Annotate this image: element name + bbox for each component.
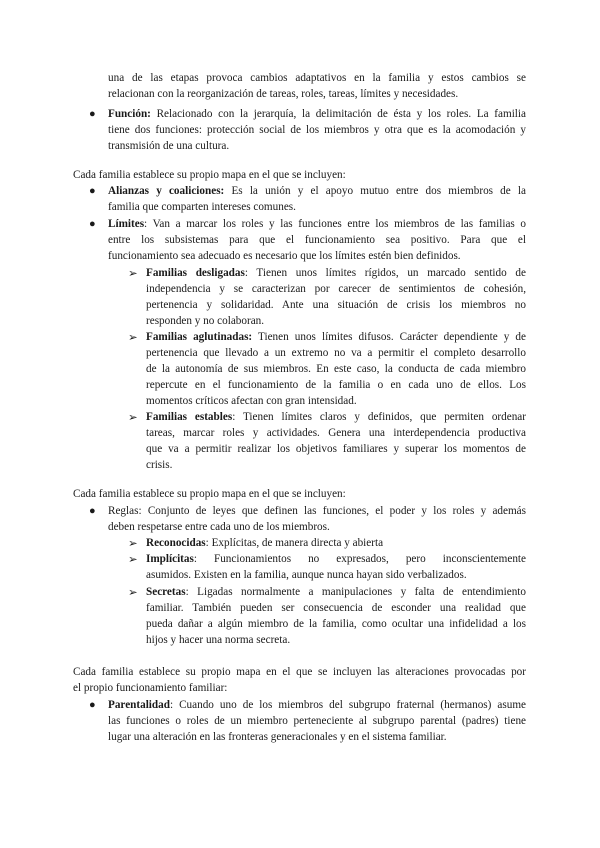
paragraph-line: transmisión de una cultura.	[108, 140, 230, 152]
section-intro: Cada familia establece su propio mapa en el que se incluyen las alteraciones provocadas por	[73, 666, 526, 678]
bullet-icon: ●	[89, 505, 96, 517]
list-item-reglas: Reglas: Conjunto de leyes que definen las funciones, el poder y los roles y además	[108, 505, 526, 517]
item-text: Es la unión y el apoyo mutuo entre dos miembros de la	[224, 185, 526, 197]
list-item-parentalidad	[108, 697, 526, 713]
item-text: Relacionado con la jerarquía, la delimitación de ésta y los roles. La familia	[150, 108, 526, 120]
item-text: : Explícitas, de manera directa y abierta	[205, 537, 384, 549]
item-text: : Funcionamientos no expresados, pero inconscientemente	[193, 553, 526, 565]
paragraph-line: familia que comparten intereses comunes.	[108, 201, 296, 213]
section-intro: el propio funcionamiento familiar:	[73, 682, 228, 694]
sub-item-desligadas	[146, 265, 526, 281]
list-item-funcion	[108, 106, 526, 122]
paragraph-line: que va a permitir realizar los objetivos familiares y superar los momentos de	[146, 443, 526, 455]
paragraph-line: de la autonomía de sus miembros. En este caso, la conducta de cada miembro	[146, 363, 526, 375]
paragraph-line: las funciones o roles de un miembro perteneciente al subgrupo parental (padres) tiene	[108, 715, 526, 727]
paragraph-line: deben respetarse entre cada uno de los miembros.	[108, 521, 330, 533]
paragraph-line: lugar una alteración en las fronteras generacionales y en el sistema familiar.	[108, 731, 447, 743]
term-parentalidad: Parentalidad	[108, 699, 170, 711]
item-text: : Tienen límites claros y definidos, que permiten ordenar	[232, 411, 526, 423]
paragraph-line: funcionamiento sea adecuado es necesario que los límites estén bien definidos.	[108, 250, 461, 262]
item-text: : Tienen unos límites rígidos, un marcado sentido de	[244, 267, 526, 279]
paragraph-line: pueda dañar a algún miembro de la familia, como ocultar una infidelidad a los	[146, 618, 526, 630]
list-item-limites	[108, 216, 526, 232]
sub-item-reconocidas	[146, 535, 383, 551]
item-text: : Van a marcar los roles y las funciones entre los miembros de las familias o	[144, 218, 526, 230]
paragraph-line: momentos críticos afectan con gran intensidad.	[146, 395, 357, 407]
sub-item-estables	[146, 409, 526, 425]
arrow-bullet-icon: ➢	[128, 330, 138, 344]
item-text: : Ligadas normalmente a manipulaciones y falta de entendimiento	[185, 586, 526, 598]
sub-item-aglutinadas	[146, 329, 526, 345]
term-reconocidas: Reconocidas	[146, 537, 206, 549]
arrow-bullet-icon: ➢	[128, 552, 138, 566]
section-intro: Cada familia establece su propio mapa en el que se incluyen:	[73, 169, 346, 181]
term-funcion: Función:	[108, 108, 151, 120]
term-estables: Familias estables	[146, 411, 233, 423]
item-text: : Cuando uno de los miembros del subgrupo fraternal (hermanos) asume	[169, 699, 526, 711]
bullet-icon: ●	[89, 699, 96, 711]
sub-item-secretas	[146, 584, 526, 600]
term-secretas: Secretas	[146, 586, 186, 598]
section-intro: Cada familia establece su propio mapa en el que se incluyen:	[73, 488, 346, 500]
sub-item-implicitas	[146, 551, 526, 567]
term-aglutinadas: Familias aglutinadas:	[146, 331, 253, 343]
term-limites: Límites	[108, 218, 145, 230]
item-text: Tienen unos límites difusos. Carácter dependiente y de	[252, 331, 526, 343]
paragraph-line: relacionan con la reorganización de tareas, roles, tareas, límites y necesidades.	[108, 88, 459, 100]
paragraph-line: asumidos. Existen en la familia, aunque nunca hayan sido verbalizados.	[146, 569, 467, 581]
arrow-bullet-icon: ➢	[128, 410, 138, 424]
arrow-bullet-icon: ➢	[128, 585, 138, 599]
paragraph-line: entre los subsistemas para que el funcionamiento sea positivo. Para que el	[108, 234, 526, 246]
paragraph-line: familiar. También pueden ser consecuencia de esconder una realidad que	[146, 602, 526, 614]
list-item-alianzas	[108, 183, 526, 199]
paragraph-line: repercute en el funcionamiento de la familia o en cada uno de ellos. Los	[146, 379, 526, 391]
paragraph-line: una de las etapas provoca cambios adaptativos en la familia y estos cambios se	[108, 72, 526, 84]
term-desligadas: Familias desligadas	[146, 267, 245, 279]
paragraph-line: tareas, marcar roles y actividades. Genera una interdependencia productiva	[146, 427, 526, 439]
paragraph-line: pertenencia y solidaridad. Ante una situación de crisis los miembros no	[146, 299, 526, 311]
paragraph-line: hijos y hacer una norma secreta.	[146, 634, 291, 646]
paragraph-line: tiene dos funciones: protección social de los miembros y otra que es la acomodación y	[108, 124, 526, 136]
paragraph-line: responden y no colaboran.	[146, 315, 265, 327]
arrow-bullet-icon: ➢	[128, 536, 138, 550]
bullet-icon: ●	[89, 218, 96, 230]
arrow-bullet-icon: ➢	[128, 266, 138, 280]
paragraph-line: crisis.	[146, 459, 173, 471]
bullet-icon: ●	[89, 185, 96, 197]
bullet-icon: ●	[89, 108, 96, 120]
paragraph-line: independencia y se caracterizan por carecer de sentimientos de cohesión,	[146, 283, 526, 295]
term-alianzas: Alianzas y coaliciones:	[108, 185, 225, 197]
paragraph-line: pertenencia que llevado a un extremo no va a permitir el completo desarrollo	[146, 347, 526, 359]
term-implicitas: Implícitas	[146, 553, 194, 565]
